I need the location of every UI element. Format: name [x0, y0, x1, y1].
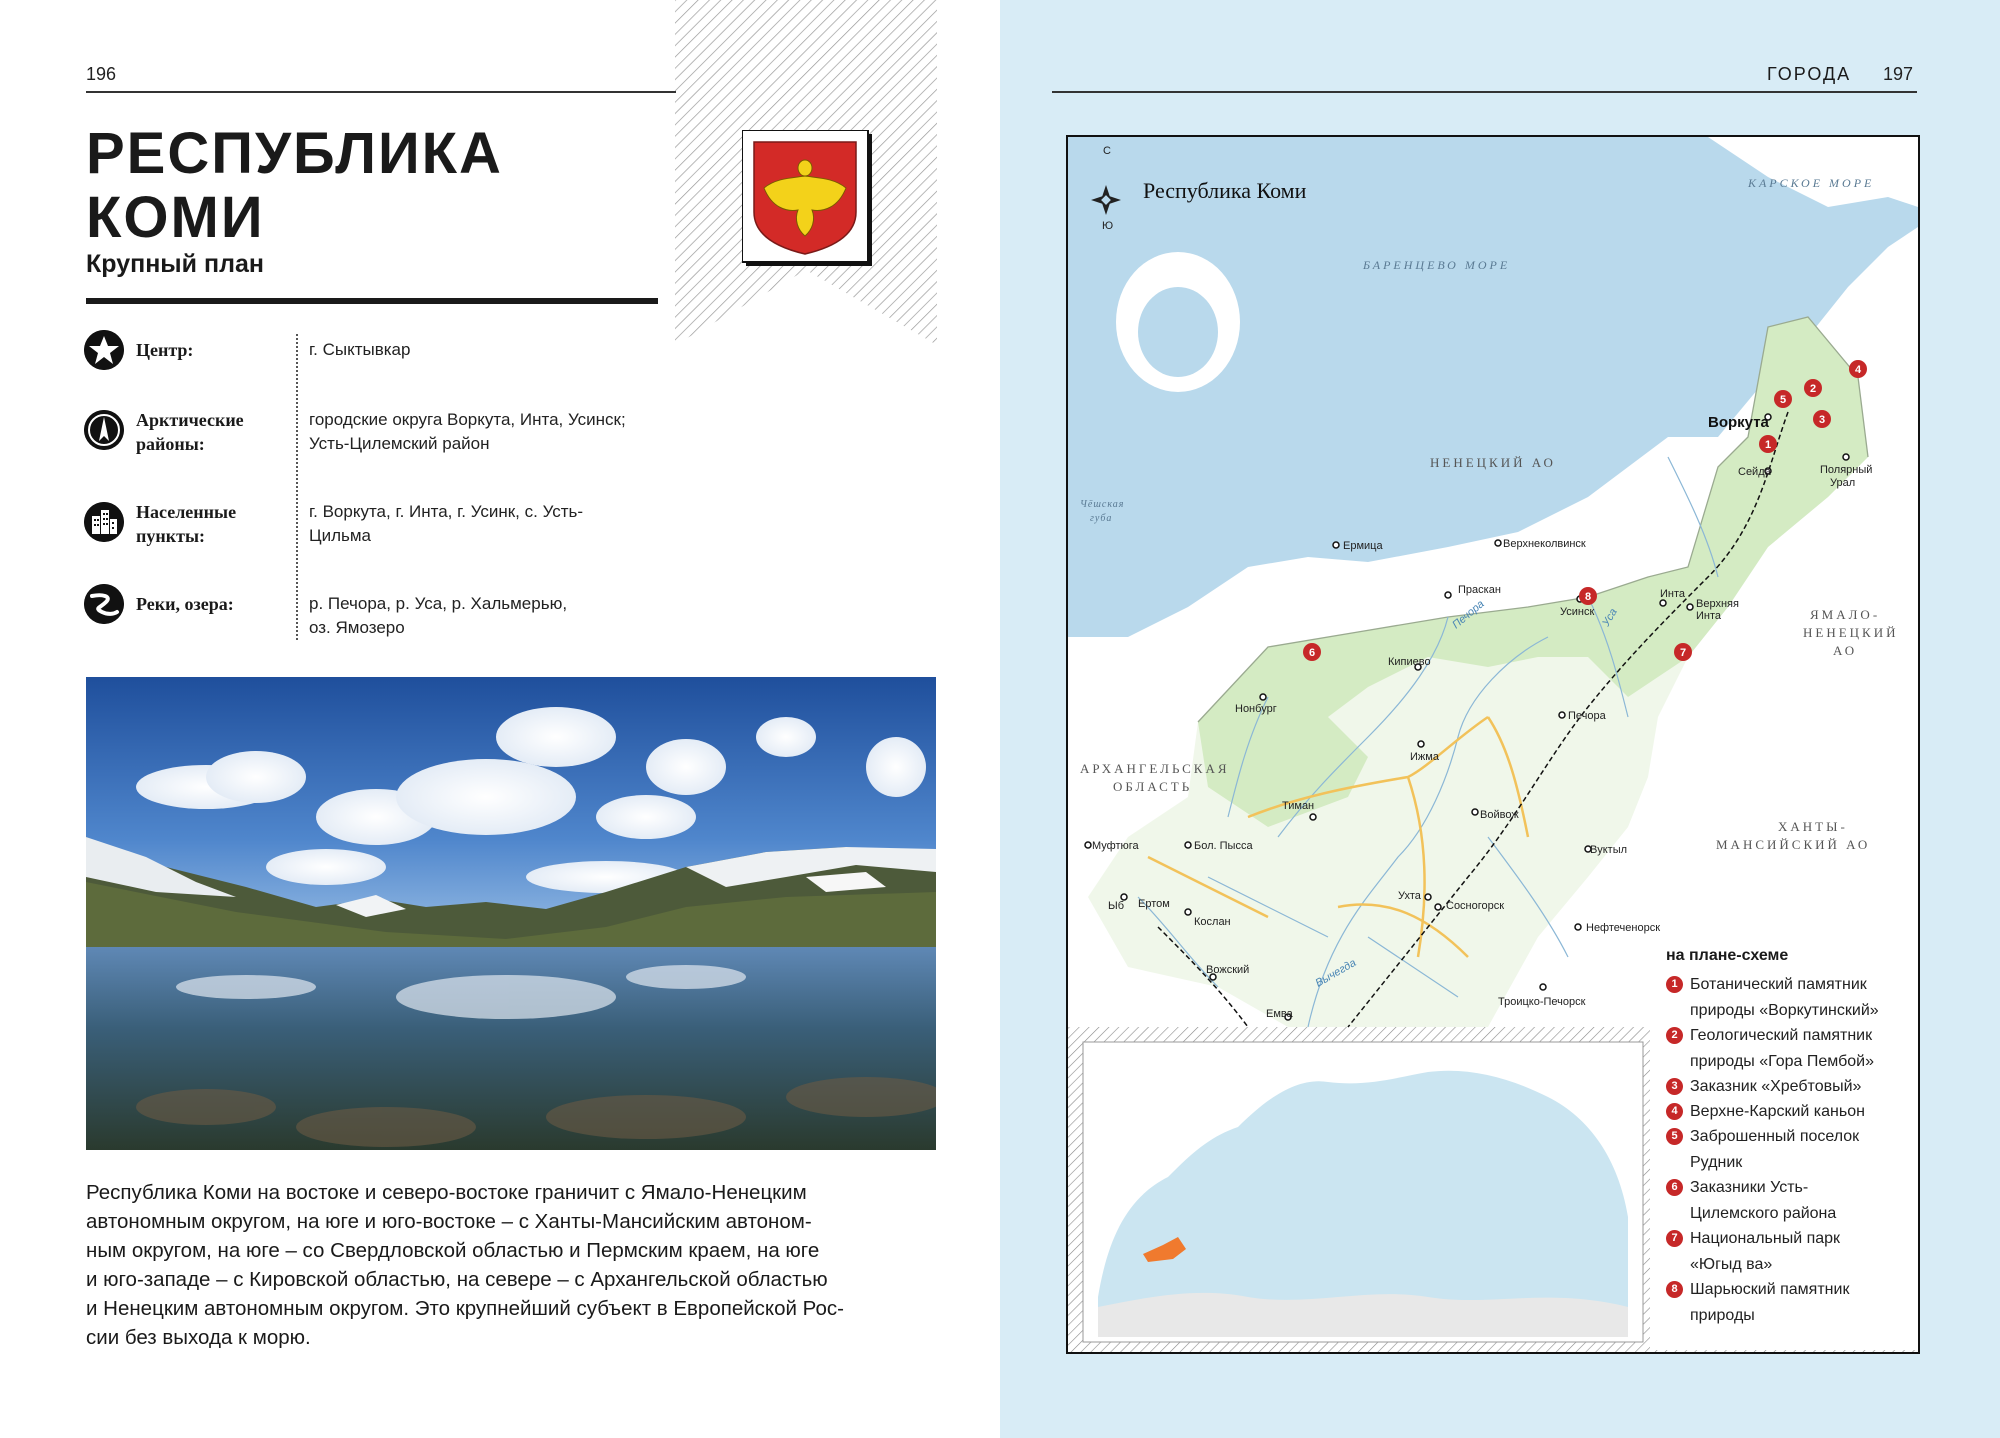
- map-marker: 6: [1308, 647, 1316, 659]
- region-label: МАНСИЙСКИЙ АО: [1716, 837, 1871, 852]
- region-label: АРХАНГЕЛЬСКАЯ: [1080, 761, 1230, 776]
- city-label: Кипиево: [1388, 656, 1431, 668]
- map-marker: 1: [1764, 439, 1772, 451]
- river-icon: [84, 584, 124, 624]
- city-label: Ухта: [1398, 890, 1421, 902]
- fact-label-line: пункты:: [136, 526, 206, 546]
- legend-line: Цилемского района: [1690, 1205, 1837, 1222]
- legend-line: «Югыд ва»: [1690, 1256, 1773, 1273]
- compass-south: Ю: [1102, 220, 1114, 232]
- fact-label: [136, 500, 236, 548]
- legend-item: [1666, 1175, 1916, 1227]
- page-subtitle: Крупный план: [86, 250, 264, 278]
- city-label: Ертом: [1138, 898, 1170, 910]
- compass-north: С: [1103, 145, 1111, 157]
- body-line: и юго-западе – с Кировской областью, на севере – с Архангельской областью: [86, 1268, 828, 1291]
- legend-number: 5: [1666, 1128, 1683, 1145]
- map-marker: 4: [1854, 364, 1862, 376]
- legend-number: 6: [1666, 1179, 1683, 1196]
- city-label: Верхняя: [1696, 598, 1739, 610]
- facts-divider: [296, 334, 298, 640]
- body-line: и Ненецким автономным округом. Это крупнейший субъект в Европейской Рос-: [86, 1297, 844, 1320]
- city-label: Праскан: [1458, 584, 1501, 596]
- city-label: Ыб: [1108, 900, 1125, 912]
- header-rule: [86, 91, 676, 93]
- legend-number: 4: [1666, 1103, 1683, 1120]
- fact-value-line: городские округа Воркута, Инта, Усинск;: [309, 410, 626, 429]
- city-label: Инта: [1660, 588, 1686, 600]
- city-label: Троицко-Печорск: [1498, 996, 1586, 1008]
- legend-text: [1690, 1124, 1916, 1176]
- legend-text: Заказник «Хребтовый»: [1690, 1078, 1862, 1095]
- legend-text: [1690, 1226, 1916, 1278]
- sea-label: БАРЕНЦЕВО МОРЕ: [1363, 258, 1511, 272]
- legend-number: 1: [1666, 976, 1683, 993]
- legend-number: 7: [1666, 1230, 1683, 1247]
- city-label: Емва: [1266, 1008, 1293, 1020]
- city-label: Нефтеченорск: [1586, 922, 1661, 934]
- region-label: ОБЛАСТЬ: [1113, 779, 1193, 794]
- legend-item: [1666, 1226, 1916, 1278]
- city-label: Войвож: [1480, 809, 1519, 821]
- region-label: НЕНЕЦКИЙ АО: [1430, 455, 1556, 470]
- city-label: Вуктыл: [1590, 844, 1628, 856]
- region-label: АО: [1833, 643, 1858, 658]
- legend-line: природы «Гора Пембой»: [1690, 1053, 1874, 1070]
- legend-text: Верхне-Карский каньон: [1690, 1103, 1865, 1120]
- bay-label: Чёшская: [1080, 499, 1125, 510]
- fact-value: г. Сыктывкар: [309, 340, 411, 359]
- city-label: Нонбург: [1235, 703, 1277, 715]
- legend-text: [1690, 1277, 1916, 1329]
- legend-text: [1690, 972, 1916, 1024]
- region-label: НЕНЕЦКИЙ: [1803, 625, 1899, 640]
- legend-line: Ботанический памятник: [1690, 976, 1867, 993]
- city-label: Полярный: [1820, 464, 1873, 476]
- section-name: ГОРОДА: [1767, 64, 1852, 84]
- legend-line: Геологический памятник: [1690, 1027, 1873, 1044]
- city-label: Кослан: [1194, 916, 1231, 928]
- legend-item: [1666, 1099, 1916, 1125]
- map-marker: 3: [1818, 414, 1826, 426]
- legend-line: Рудник: [1690, 1154, 1743, 1171]
- fact-value-line: Усть-Цилемский район: [309, 434, 490, 453]
- fact-label: Центр:: [136, 340, 194, 360]
- body-line: ным округом, на юге – со Свердловской областью и Пермским краем, на юге: [86, 1239, 820, 1262]
- city-label: Инта: [1696, 610, 1722, 622]
- legend-line: Шарьюский памятник: [1690, 1281, 1850, 1298]
- city-label: Печора: [1568, 710, 1606, 722]
- legend-number: 3: [1666, 1078, 1683, 1095]
- legend-item: [1666, 1124, 1916, 1176]
- landscape-photo: [86, 677, 936, 1150]
- page-number: 197: [1883, 64, 1914, 84]
- legend-item: [1666, 1023, 1916, 1075]
- city-label: Вожский: [1206, 964, 1250, 976]
- city-label: Ермица: [1343, 540, 1383, 552]
- body-line: автономным округом, на юге и юго-востоке – с Ханты-Мансийским автоном-: [86, 1210, 812, 1233]
- map-legend: [1650, 935, 1918, 1350]
- map-marker: 2: [1809, 383, 1817, 395]
- fact-label: Реки, озера:: [136, 594, 234, 614]
- city-label: Урал: [1830, 477, 1856, 489]
- fact-value: [309, 408, 626, 456]
- buildings-icon: [84, 502, 124, 542]
- bay-label: губа: [1090, 513, 1113, 524]
- fact-label: [136, 408, 244, 456]
- city-label: Тиман: [1282, 800, 1315, 812]
- fact-label-line: Арктические: [136, 410, 244, 430]
- river-label: Уса: [1600, 606, 1620, 629]
- body-text: [86, 1178, 936, 1352]
- title-line: РЕСПУБЛИКА: [86, 121, 503, 186]
- river-label: Печора: [1450, 597, 1487, 632]
- title-rule: [86, 298, 658, 304]
- fact-value-line: р. Печора, р. Уса, р. Хальмерью,: [309, 594, 568, 613]
- legend-line: Заброшенный поселок: [1690, 1128, 1860, 1145]
- sea-label: КАРСКОЕ МОРЕ: [1748, 176, 1875, 190]
- body-line: Республика Коми на востоке и северо-востоке граничит с Ямало-Ненецким: [86, 1181, 807, 1204]
- legend-number: 2: [1666, 1027, 1683, 1044]
- region-label: ХАНТЫ-: [1778, 819, 1848, 834]
- star-icon: [84, 330, 124, 370]
- page-number: 196: [86, 64, 117, 84]
- city-label: Верхнеколвинск: [1503, 538, 1586, 550]
- fact-label-line: Населенные: [136, 502, 237, 522]
- city-label: Муфтюга: [1092, 840, 1139, 852]
- fact-value: [309, 500, 583, 548]
- fact-value-line: г. Воркута, г. Инта, г. Усинк, с. Усть-: [309, 502, 584, 521]
- city-label: Бол. Пысса: [1194, 840, 1253, 852]
- city-label: Усинск: [1560, 606, 1595, 618]
- legend-item: [1666, 1277, 1916, 1329]
- legend-number: 8: [1666, 1281, 1683, 1298]
- map-marker: 8: [1584, 591, 1592, 603]
- map-marker: 7: [1679, 647, 1687, 659]
- legend-line: природы: [1690, 1307, 1755, 1324]
- fact-label-line: районы:: [136, 434, 205, 454]
- city-label-vorkuta: Воркута: [1708, 414, 1769, 431]
- legend-item: [1666, 972, 1916, 1024]
- city-label: Сейда: [1738, 466, 1771, 478]
- region-label: ЯМАЛО-: [1810, 607, 1881, 622]
- page-title: [86, 122, 503, 250]
- legend-text: [1690, 1023, 1916, 1075]
- legend-title: на плане-схеме: [1666, 947, 1789, 964]
- legend-line: природы «Воркутинский»: [1690, 1002, 1879, 1019]
- legend-text: [1690, 1175, 1916, 1227]
- body-line: сии без выхода к морю.: [86, 1326, 311, 1349]
- header-rule: [1052, 91, 1917, 93]
- fact-value-line: Цильма: [309, 526, 371, 545]
- city-label: Ижма: [1410, 751, 1439, 763]
- coat-of-arms-icon: [742, 130, 876, 270]
- legend-item: [1666, 1074, 1916, 1100]
- legend-line: Заказники Усть-: [1690, 1179, 1809, 1196]
- fact-value: [309, 592, 567, 640]
- map-title: Республика Коми: [1143, 178, 1307, 203]
- legend-line: Национальный парк: [1690, 1230, 1841, 1247]
- river-label: Вычегда: [1313, 956, 1359, 990]
- fact-value-line: оз. Ямозеро: [309, 618, 405, 637]
- map-marker: 5: [1779, 394, 1787, 406]
- compass-icon: [84, 410, 124, 450]
- city-label: Сосногорск: [1446, 900, 1505, 912]
- title-line: КОМИ: [86, 185, 265, 250]
